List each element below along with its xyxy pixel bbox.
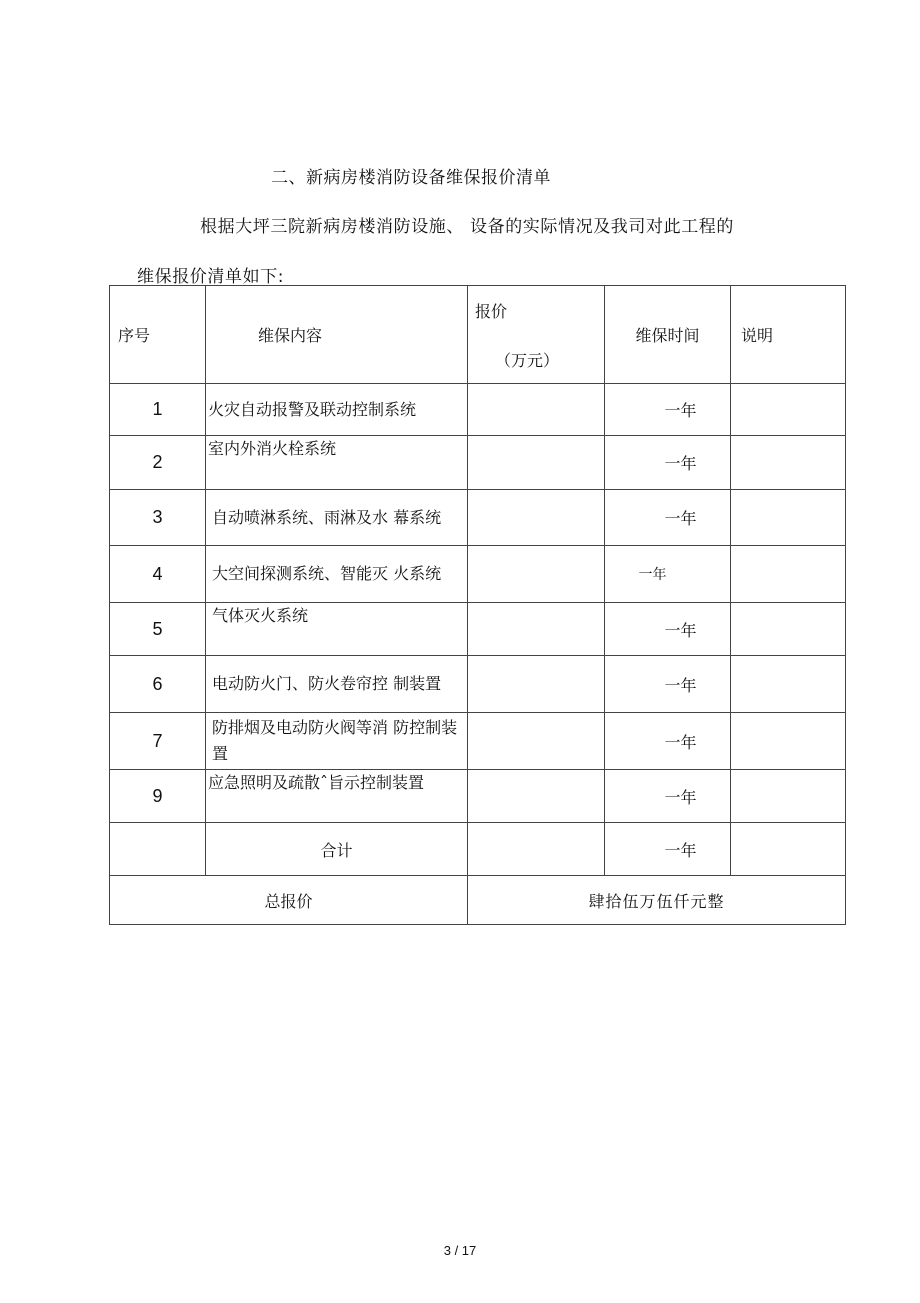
header-no: 序号 [110,286,206,384]
row-note [731,603,846,656]
row-content: 防排烟及电动防火阀等消 防控制装置 [206,713,468,770]
row-price [468,770,605,823]
subtotal-no [110,823,206,876]
section-heading: 二、新病房楼消防设备维保报价清单 [271,168,551,188]
row-no: 9 [110,770,206,823]
total-value: 肆拾伍万伍仟元整 [468,876,846,925]
row-content: 应急照明及疏散ˆ旨示控制装置 [206,770,468,823]
row-time: 一年 [605,384,731,436]
subtotal-price [468,823,605,876]
total-row [110,876,846,925]
table-row [110,546,846,603]
intro-text-line2: 维保报价清单如下: [137,267,285,287]
row-time: 一年 [605,603,731,656]
subtotal-time: 一年 [605,823,731,876]
row-no: 5 [110,603,206,656]
row-note [731,384,846,436]
row-content: 火灾自动报警及联动控制系统 [206,384,468,436]
table-row [110,713,846,770]
row-note [731,656,846,713]
table-header-row [110,286,846,384]
row-no: 4 [110,546,206,603]
subtotal-label: 合计 [206,823,468,876]
header-content: 维保内容 [206,286,468,384]
table-row [110,384,846,436]
page-indicator: 3 / 17 [443,1243,477,1258]
row-time: 一年 [605,770,731,823]
row-price [468,713,605,770]
row-no: 1 [110,384,206,436]
row-note [731,713,846,770]
row-content: 自动喷淋系统、雨淋及水 幕系统 [206,490,468,546]
row-no: 2 [110,436,206,490]
row-content: 气体灭火系统 [206,603,468,656]
subtotal-note [731,823,846,876]
row-content: 大空间探测系统、智能灭 火系统 [206,546,468,603]
row-time: 一年 [605,656,731,713]
table-row [110,603,846,656]
row-price [468,436,605,490]
row-no: 3 [110,490,206,546]
row-price [468,603,605,656]
row-price [468,384,605,436]
header-price-label: 报价 [475,302,508,321]
row-time: 一年 [605,713,731,770]
row-no: 7 [110,713,206,770]
row-content: 室内外消火栓系统 [206,436,468,490]
intro-text-line1: 根据大坪三院新病房楼消防设施、 设备的实际情况及我司对此工程的 [200,217,735,237]
row-content: 电动防火门、防火卷帘控 制装置 [206,656,468,713]
table-row [110,770,846,823]
total-label: 总报价 [110,876,468,925]
row-price [468,490,605,546]
table-row [110,490,846,546]
table-row [110,436,846,490]
header-note: 说明 [731,286,846,384]
header-time: 维保时间 [605,286,731,384]
row-price [468,656,605,713]
table-row [110,656,846,713]
header-price-unit: （万元） [495,351,560,370]
quotation-table [109,285,846,925]
row-time: 一年 [605,436,731,490]
header-price [468,286,605,384]
row-time: 一年 [605,546,731,603]
row-no: 6 [110,656,206,713]
row-note [731,490,846,546]
row-note [731,770,846,823]
row-price [468,546,605,603]
row-note [731,546,846,603]
subtotal-row [110,823,846,876]
row-time: 一年 [605,490,731,546]
row-note [731,436,846,490]
